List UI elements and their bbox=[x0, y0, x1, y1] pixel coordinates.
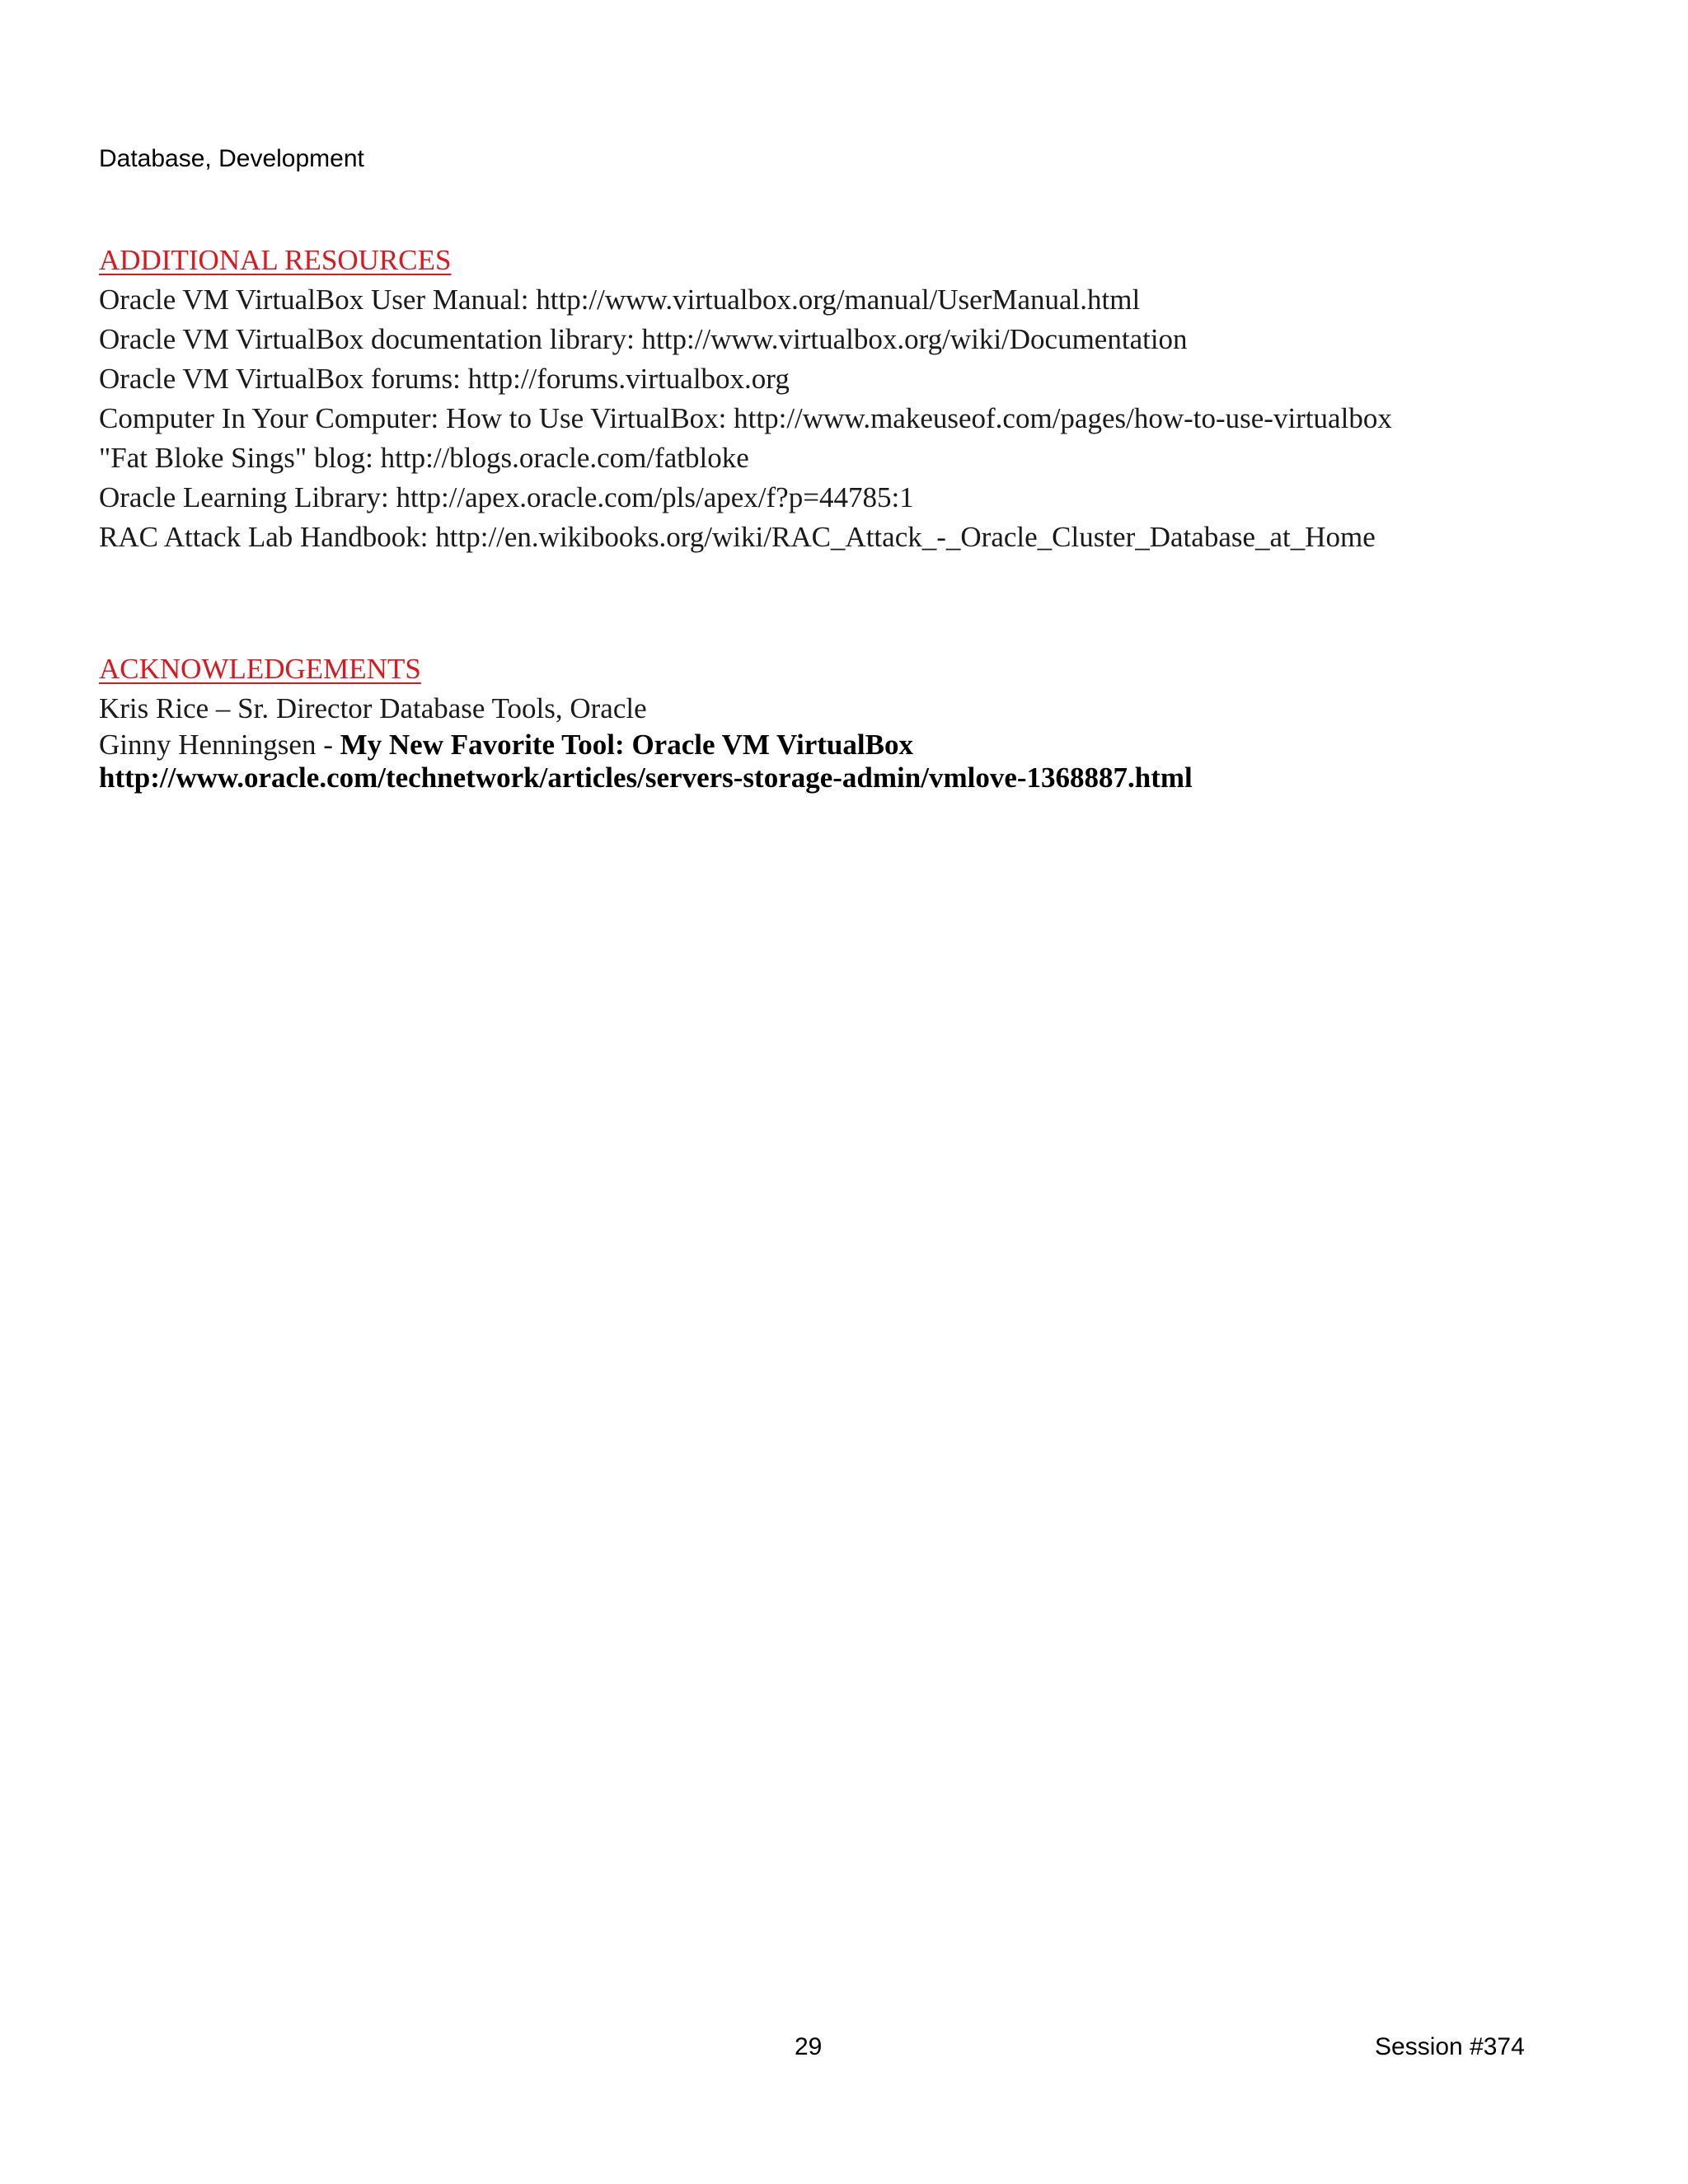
acknowledgements-section bbox=[99, 649, 1193, 794]
ack-article-title: My New Favorite Tool: Oracle VM VirtualBox bbox=[340, 729, 913, 761]
resource-list bbox=[99, 280, 1392, 557]
ack-article-url: http://www.oracle.com/technetwork/articles/servers-storage-admin/vmlove-1368887.html bbox=[99, 762, 1193, 794]
resource-item-documentation: Oracle VM VirtualBox documentation library: http://www.virtualbox.org/wiki/Documentation bbox=[99, 323, 1188, 355]
resource-item-forums: Oracle VM VirtualBox forums: http://forums.virtualbox.org bbox=[99, 363, 790, 395]
additional-resources-section bbox=[99, 241, 1392, 557]
ack-ginny-henningsen bbox=[99, 729, 1193, 762]
footer-page-number: 29 bbox=[795, 2033, 823, 2060]
acknowledgements-heading: ACKNOWLEDGEMENTS bbox=[99, 653, 421, 685]
ack-kris-rice: Kris Rice – Sr. Director Database Tools, Oracle bbox=[99, 692, 647, 724]
resource-item-fatbloke-blog: "Fat Bloke Sings" blog: http://blogs.oracle.com/fatbloke bbox=[99, 442, 749, 474]
resource-item-makeuseof: Computer In Your Computer: How to Use VirtualBox: http://www.makeuseof.com/pages/how-to-use-virtualbox bbox=[99, 402, 1392, 434]
resource-item-rac-attack: RAC Attack Lab Handbook: http://en.wikibooks.org/wiki/RAC_Attack_-_Oracle_Cluster_Database_at_Home bbox=[99, 521, 1376, 553]
ack-ginny-name: Ginny Henningsen - bbox=[99, 729, 340, 761]
additional-resources-heading: ADDITIONAL RESOURCES bbox=[99, 244, 452, 276]
resource-item-learning-library: Oracle Learning Library: http://apex.oracle.com/pls/apex/f?p=44785:1 bbox=[99, 481, 914, 513]
resource-item-user-manual: Oracle VM VirtualBox User Manual: http://www.virtualbox.org/manual/UserManual.html bbox=[99, 284, 1141, 316]
header-category: Database, Development bbox=[99, 145, 364, 172]
footer-session: Session #374 bbox=[1375, 2033, 1525, 2060]
